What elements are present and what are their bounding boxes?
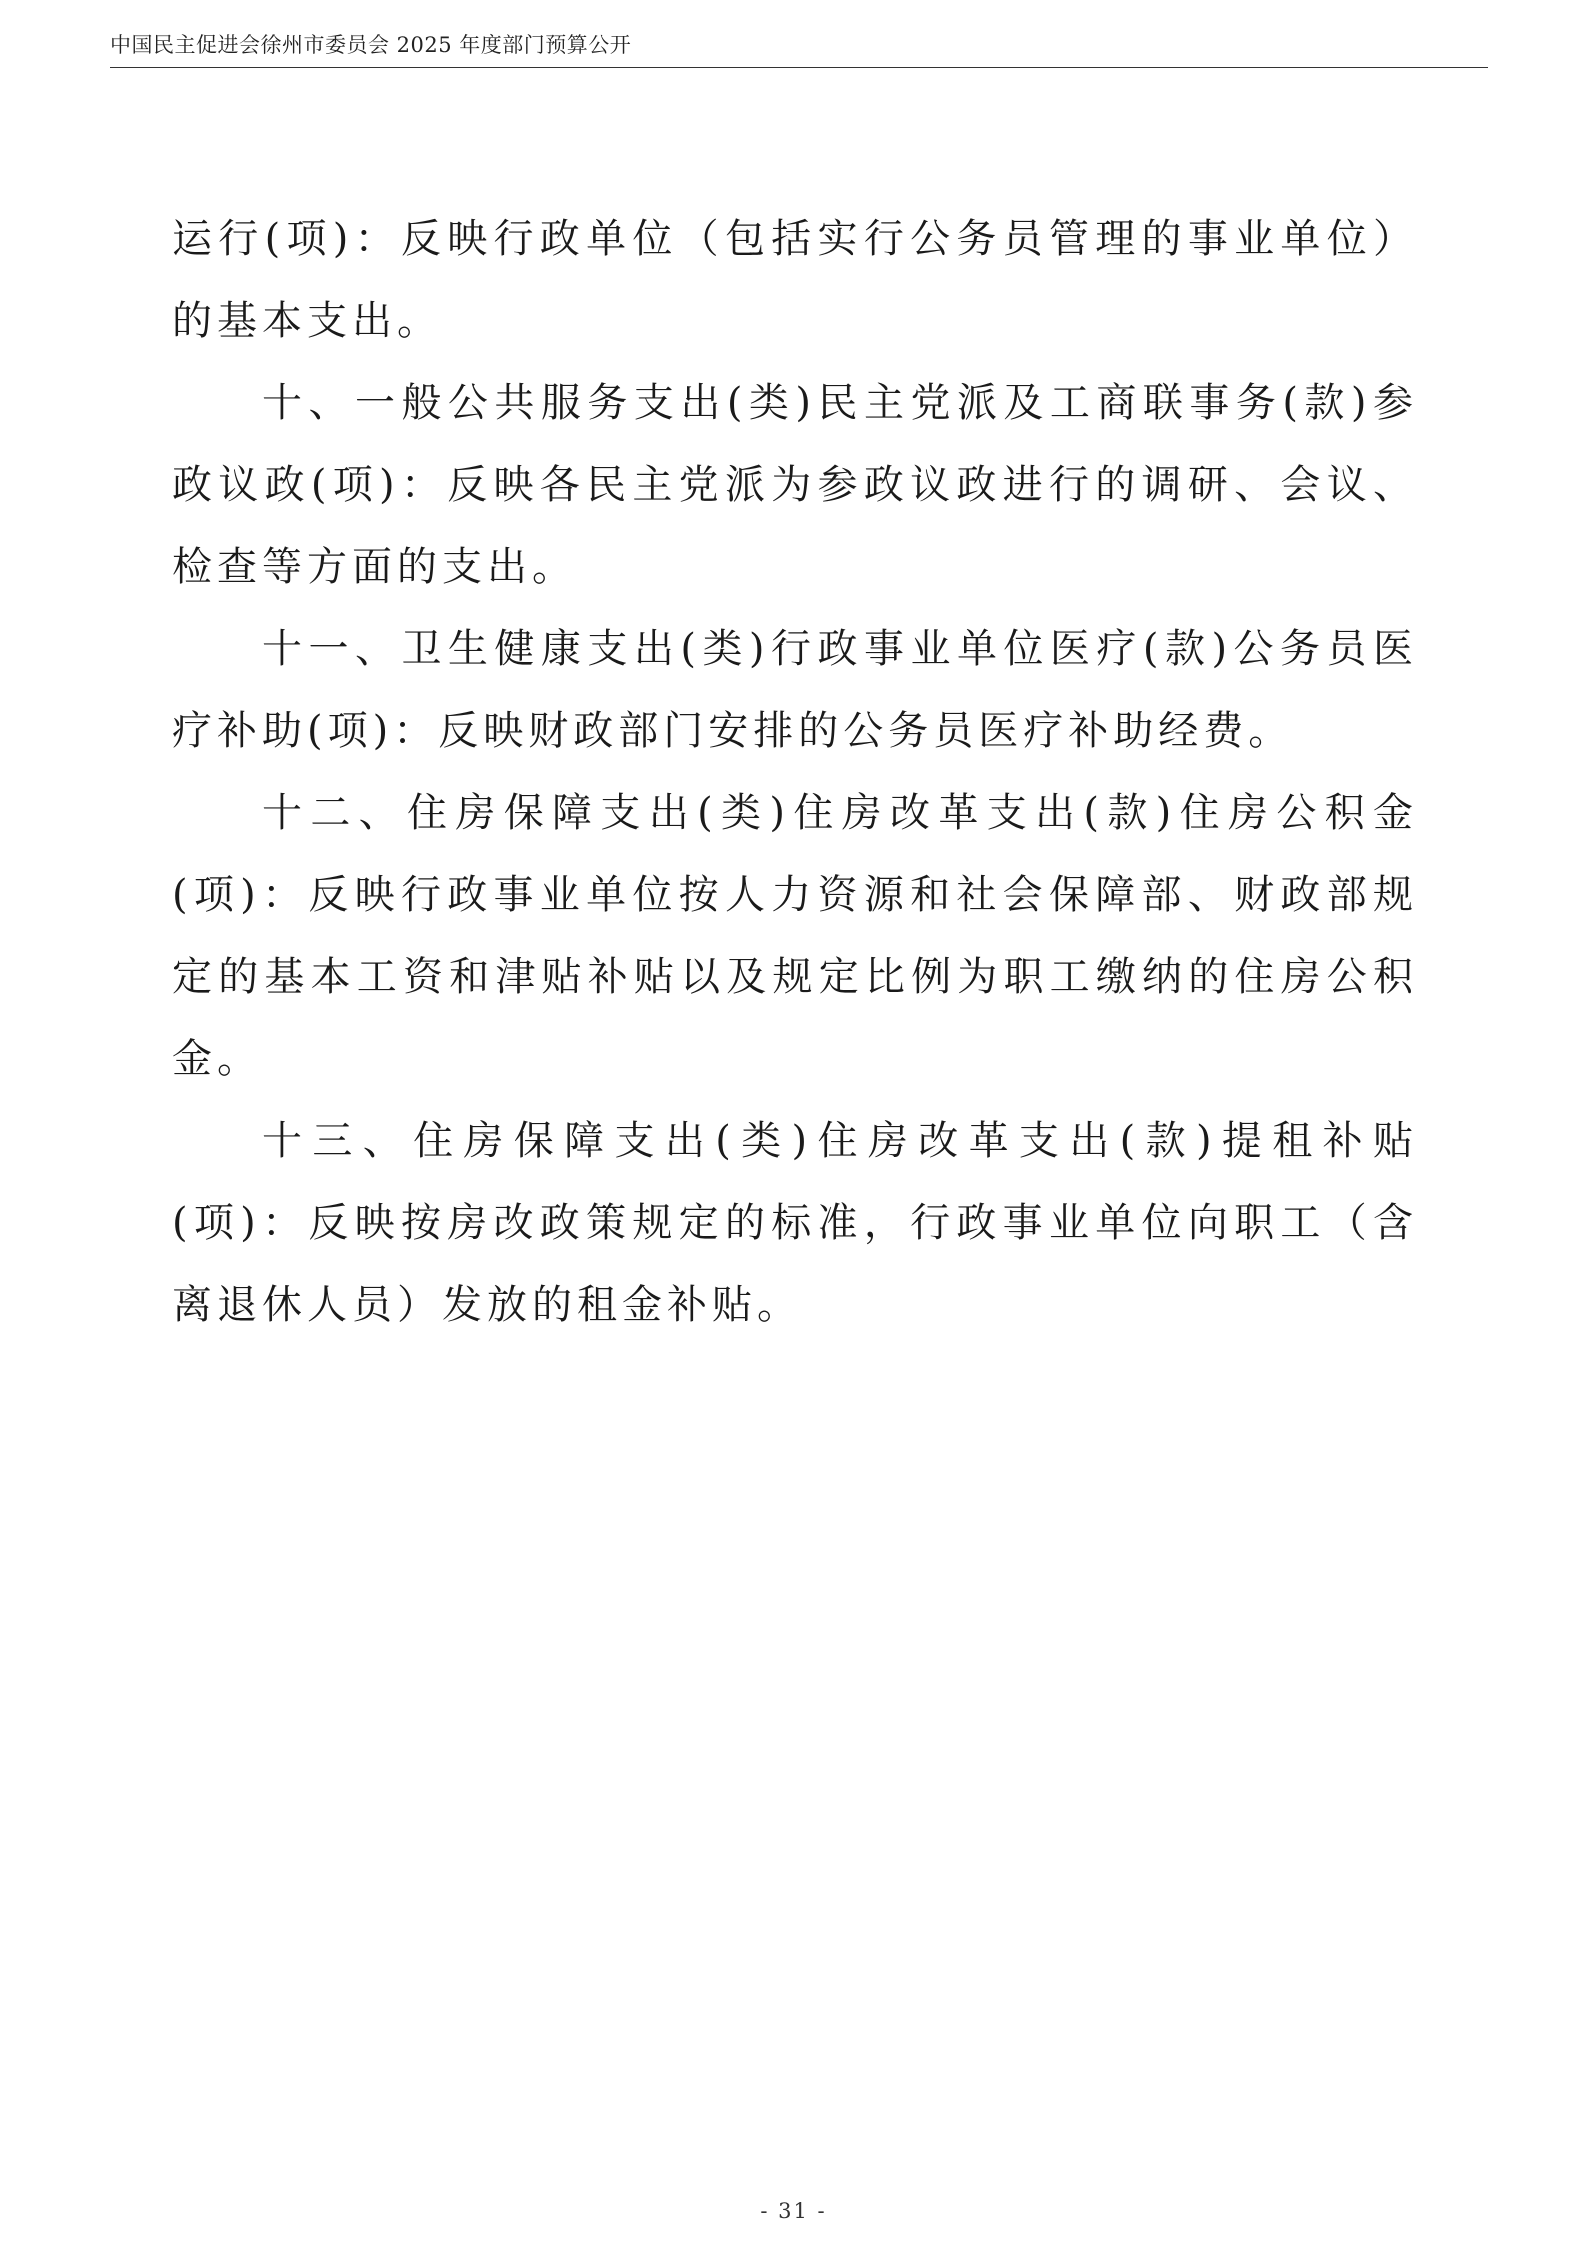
page-header (110, 30, 1488, 68)
paragraph-item-10: 十、一般公共服务支出(类)民主党派及工商联事务(款)参政议政(项)：反映各民主党派为参政议政进行的调研、会议、检查等方面的支出。 (172, 380, 1418, 590)
paragraph-item-12: 十二、住房保障支出(类)住房改革支出(款)住房公积金(项)：反映行政事业单位按人力资源和社会保障部、财政部规定的基本工资和津贴补贴以及规定比例为职工缴纳的住房公积金。 (172, 790, 1418, 1082)
header-title: 中国民主促进会徐州市委员会 2025 年度部门预算公开 (110, 33, 632, 57)
document-body (172, 198, 1418, 1346)
paragraph-continued: 运行(项)：反映行政单位（包括实行公务员管理的事业单位）的基本支出。 (172, 216, 1418, 344)
paragraph-item-13: 十三、住房保障支出(类)住房改革支出(款)提租补贴(项)：反映按房改政策规定的标准，行政事业单位向职工（含离退休人员）发放的租金补贴。 (172, 1118, 1418, 1328)
paragraph-item-11: 十一、卫生健康支出(类)行政事业单位医疗(款)公务员医疗补助(项)：反映财政部门安排的公务员医疗补助经费。 (172, 626, 1418, 754)
page-number: - 31 - (760, 2199, 827, 2223)
